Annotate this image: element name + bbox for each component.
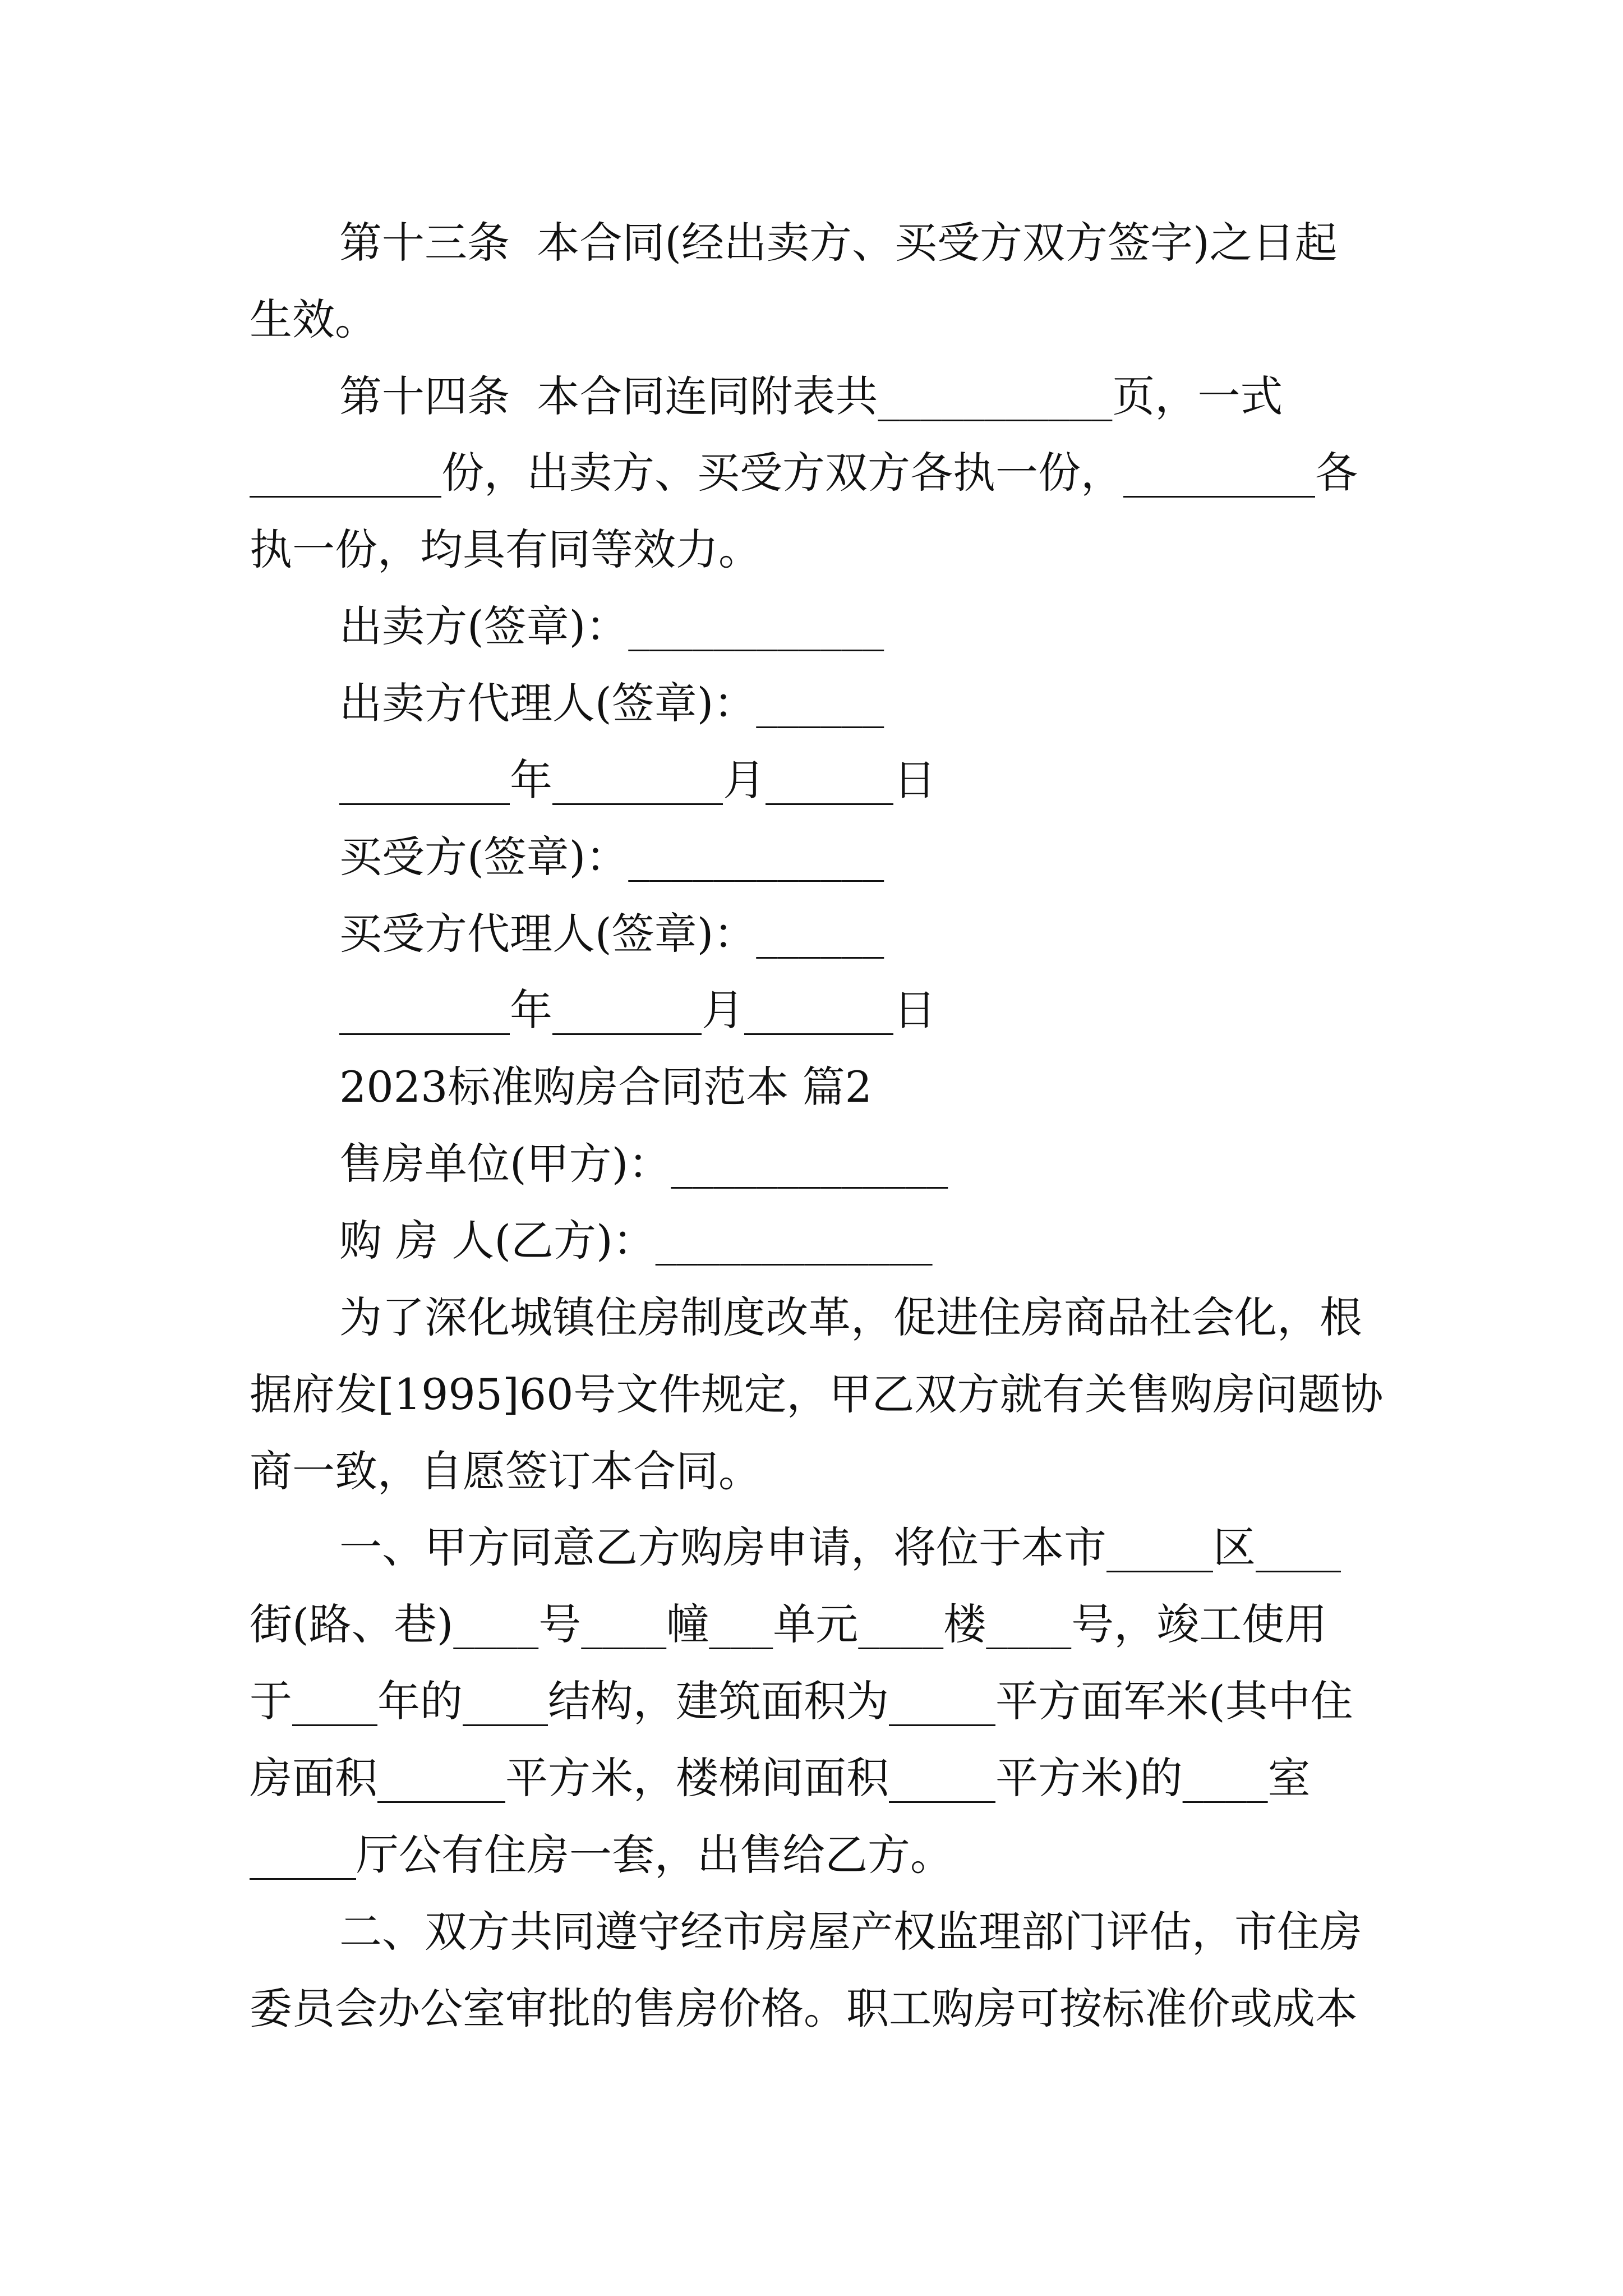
paragraph-line: 为了深化城镇住房制度改革，促进住房商品社会化，根 — [339, 1292, 1362, 1342]
signature-line: 出卖方代理人(签章)：______ — [339, 678, 884, 728]
paragraph-line: 生效。 — [250, 295, 377, 344]
paragraph-line: 房面积______平方米，楼梯间面积_____平方米)的____室 — [250, 1753, 1311, 1803]
paragraph-line: 据府发[1995]60号文件规定，甲乙双方就有关售购房问题协 — [250, 1369, 1384, 1419]
signature-line: 买受方(签章)：____________ — [339, 832, 884, 882]
date-line: ________年________月______日 — [339, 755, 936, 805]
paragraph-line: 街(路、巷)____号____幢___单元____楼____号，竣工使用 — [250, 1599, 1327, 1649]
paragraph-line: 一、甲方同意乙方购房申请，将位于本市_____区____ — [339, 1522, 1341, 1572]
signature-line: 出卖方(签章)：____________ — [339, 601, 884, 651]
paragraph-line: _____厅公有住房一套，出售给乙方。 — [250, 1830, 953, 1880]
paragraph-line: 商一致，自愿签订本合同。 — [250, 1446, 761, 1496]
paragraph-line: _________份，出卖方、买受方双方各执一份，_________各 — [250, 448, 1358, 498]
paragraph-line: 委员会办公室审批的售房价格。职工购房可按标准价或成本 — [250, 1984, 1358, 2033]
paragraph-line: 第十三条 本合同(经出卖方、买受方双方签字)之日起 — [339, 218, 1338, 268]
paragraph-line: 于____年的____结构，建筑面积为_____平方面军米(其中住 — [250, 1676, 1353, 1726]
paragraph-line: 二、双方共同遵守经市房屋产权监理部门评估，市住房 — [339, 1907, 1362, 1957]
party-line: 购 房 人(乙方)：_____________ — [339, 1216, 933, 1266]
paragraph-line: 执一份，均具有同等效力。 — [250, 524, 761, 574]
paragraph-line: 第十四条 本合同连同附表共___________页，一式 — [339, 371, 1283, 421]
party-line: 售房单位(甲方)：_____________ — [339, 1139, 948, 1189]
signature-line: 买受方代理人(签章)：______ — [339, 909, 884, 959]
date-line: ________年_______月_______日 — [339, 985, 936, 1035]
section-title: 2023标准购房合同范本 篇2 — [339, 1062, 872, 1112]
